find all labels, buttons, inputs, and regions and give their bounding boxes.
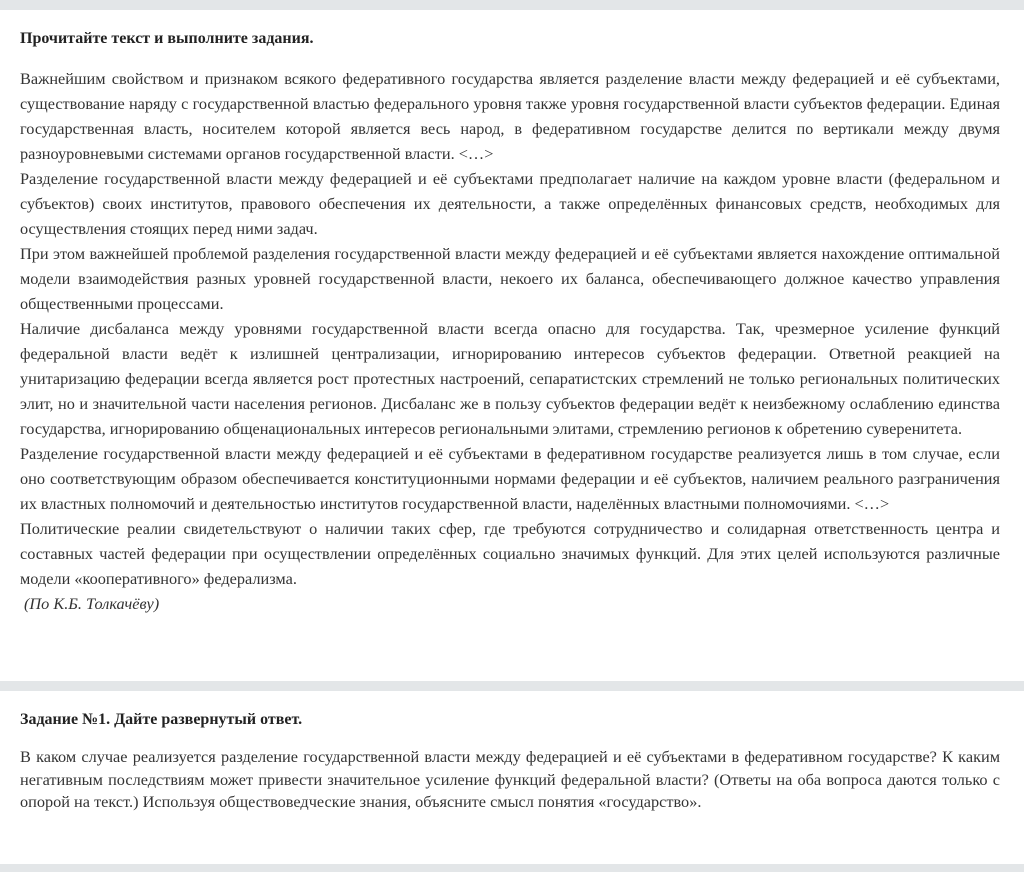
author-citation: (По К.Б. Толкачёву) [24,594,160,613]
paragraph: Разделение государственной власти между федерацией и её субъектами предполагает наличие на каждом уровне власти (федеральном и субъектов) своих институтов, правового обеспечения их деятельности, а также определённых финансовых средств, необходимых для осуществления стоящих перед ними задач. [20,169,1000,238]
task-question: В каком случае реализуется разделение государственной власти между федерацией и её субъектами в федеративном государстве? К каким негативным последствиям может привести значительное усиление функций федеральной власти? (Ответы на оба вопроса даются только с опорой на текст.) Используя обществоведческие знания, объясните смысл понятия «государство». [20,747,1000,811]
reading-text [20,66,1000,616]
task-title: Задание №1. Дайте развернутый ответ. [20,711,303,728]
paragraph: Важнейшим свойством и признаком всякого федеративного государства является разделение власти между федерацией и её субъектами, существование наряду с государственной властью федерального уровня также уровня государственной власти субъектов федерации. Единая государственная власть, носителем которой является весь народ, в федеративном государстве делится по вертикали между двумя разноуровневыми системами органов государственной власти. <…> [20,69,1000,163]
paragraph: Политические реалии свидетельствуют о наличии таких сфер, где требуются сотрудничество и солидарная ответственность центра и составных частей федерации при осуществлении определённых социально значимых функций. Для этих целей используются различные модели «кооперативного» федерализма. [20,519,1000,588]
task-panel [0,691,1024,864]
paragraph: При этом важнейшей проблемой разделения государственной власти между федерацией и её субъектами является нахождение оптимальной модели взаимодействия разных уровней государственной власти, некоего их баланса, обеспечивающего должное качество управления общественными процессами. [20,244,1000,313]
paragraph: Наличие дисбаланса между уровнями государственной власти всегда опасно для государства. Так, чрезмерное усиление функций федеральной власти ведёт к излишней централизации, игнорированию интересов субъектов федерации. Ответной реакцией на унитаризацию федерации всегда является рост протестных настроений, сепаратистских стремлений не только региональных политических элит, но и значительной части населения регионов. Дисбаланс же в пользу субъектов федерации ведёт к неизбежному ослаблению единства государства, игнорированию общенациональных интересов региональными элитами, стремлению регионов к обретению суверенитета. [20,319,1000,438]
task-text [20,746,1000,814]
paragraph: Разделение государственной власти между федерацией и её субъектами в федеративном государстве реализуется лишь в том случае, если оно соответствующим образом обеспечивается конституционными нормами федерации и её субъектов, наличием реального разграничения их властных полномочий и деятельностью институтов государственной власти, наделённых властными полномочиями. <…> [20,444,1000,513]
reading-title: Прочитайте текст и выполните задания. [20,30,314,47]
reading-panel [0,10,1024,681]
